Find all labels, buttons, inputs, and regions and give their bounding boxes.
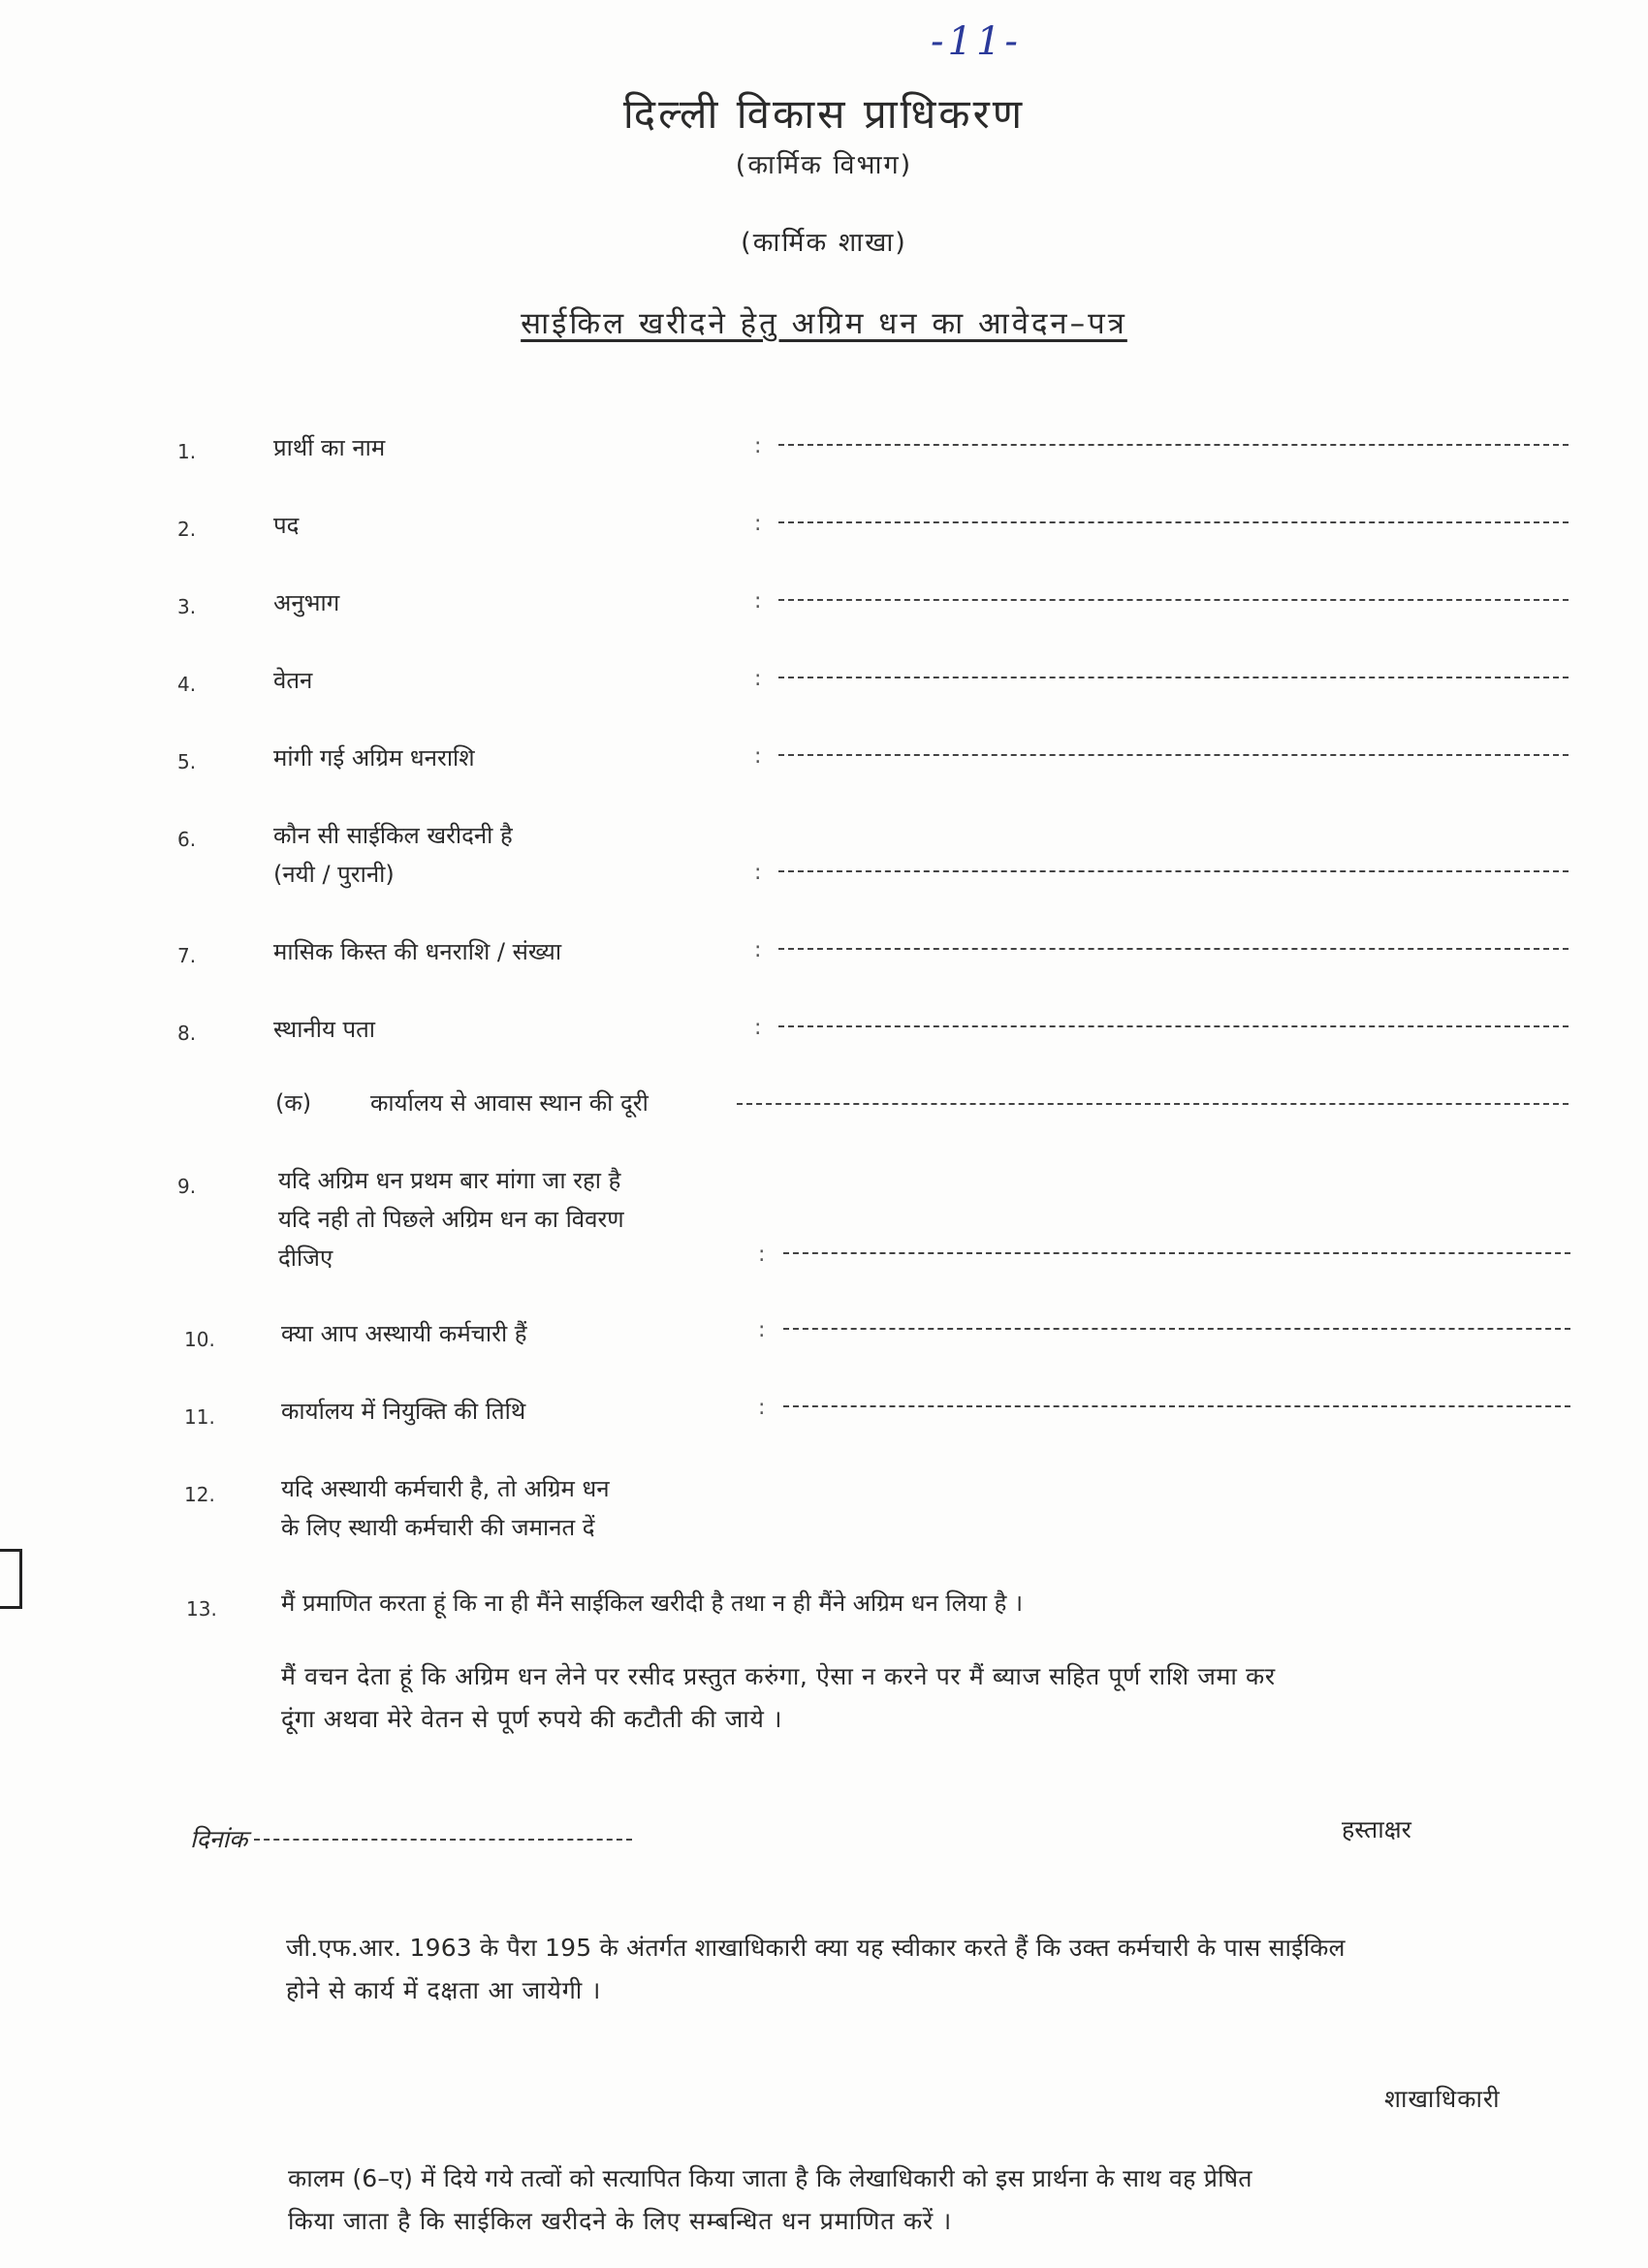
branch-officer-signature: शाखाधिकारी — [1384, 2085, 1501, 2113]
org-title: दिल्ली विकास प्राधिकरण — [622, 90, 1026, 138]
item-label-previous-advance-2: यदि नही तो पिछले अग्रिम धन का विवरण — [278, 1206, 624, 1233]
item-number: 3. — [177, 595, 197, 618]
form-title: साईकिल खरीदने हेतु अग्रिम धन का आवेदन–पत्र — [521, 306, 1127, 341]
item-number: 5. — [177, 750, 197, 773]
item-colon: : — [758, 1396, 766, 1420]
local-address-field[interactable] — [778, 1025, 1569, 1027]
item-colon: : — [754, 589, 762, 614]
item-number: 9. — [177, 1175, 197, 1198]
post-field[interactable] — [778, 521, 1569, 523]
item-label-salary: वेतन — [273, 667, 313, 694]
item-colon: : — [754, 512, 762, 536]
branch-name: (कार्मिक शाखा) — [741, 228, 907, 258]
item-label-previous-advance-3: दीजिए — [278, 1244, 333, 1272]
branch-officer-line-1: जी.एफ.आर. 1963 के पैरा 195 के अंतर्गत शाखाधिकारी क्या यह स्वीकार करते हैं कि उक्त कर्मचारी के पास साईकिल — [286, 1934, 1346, 1962]
item-colon: : — [754, 667, 762, 691]
item-label-temporary-employee: क्या आप अस्थायी कर्मचारी हैं — [281, 1320, 527, 1347]
department-name: (कार्मिक विभाग) — [735, 150, 913, 180]
item-number: 7. — [177, 944, 197, 967]
item-number: 11. — [184, 1405, 215, 1429]
office-distance-field[interactable] — [737, 1103, 1569, 1105]
item-label-section: अनुभाग — [273, 589, 340, 616]
verification-line-2: किया जाता है कि साईकिल खरीदने के लिए सम्बन्धित धन प्रमाणित करें । — [288, 2207, 953, 2235]
pledge-line-1: मैं वचन देता हूं कि अग्रिम धन लेने पर रसीद प्रस्तुत करुंगा, ऐसा न करने पर मैं ब्याज सहित पूर्ण राशि जमा कर — [281, 1662, 1276, 1690]
applicant-name-field[interactable] — [778, 444, 1569, 446]
signature-label: हस्ताक्षर — [1342, 1815, 1411, 1843]
item-colon: : — [754, 744, 762, 769]
section-field[interactable] — [778, 599, 1569, 601]
branch-officer-line-2: होने से कार्य में दक्षता आ जायेगी । — [286, 1976, 602, 2004]
sub-item-marker: (क) — [275, 1089, 312, 1117]
item-label-post: पद — [273, 512, 300, 539]
item-label-local-address: स्थानीय पता — [273, 1016, 376, 1043]
item-label-guarantee-1: यदि अस्थायी कर्मचारी है, तो अग्रिम धन — [281, 1475, 610, 1502]
item-number: 10. — [184, 1328, 215, 1351]
advance-amount-field[interactable] — [778, 754, 1569, 756]
item-label-applicant-name: प्रार्थी का नाम — [273, 434, 386, 461]
item-number: 12. — [184, 1483, 215, 1506]
pledge-line-2: दूंगा अथवा मेरे वेतन से पूर्ण रुपये की कटौती की जाये । — [281, 1705, 783, 1733]
item-label-cycle-type-sub: (नयी / पुरानी) — [273, 861, 395, 888]
salary-field[interactable] — [778, 677, 1569, 678]
previous-advance-field[interactable] — [783, 1252, 1570, 1254]
item-label-cycle-type: कौन सी साईकिल खरीदनी है — [273, 822, 513, 849]
item-number: 8. — [177, 1022, 197, 1045]
item-number: 13. — [186, 1597, 217, 1621]
item-colon: : — [754, 434, 762, 458]
item-label-guarantee-2: के लिए स्थायी कर्मचारी की जमानत दें — [281, 1514, 595, 1541]
item-number: 2. — [177, 518, 197, 541]
item-colon: : — [754, 861, 762, 885]
date-field[interactable] — [254, 1839, 632, 1841]
cycle-type-field[interactable] — [778, 870, 1569, 872]
item-colon: : — [754, 938, 762, 962]
binding-mark — [0, 1549, 22, 1609]
item-label-monthly-installment: मासिक किस्त की धनराशि / संख्या — [273, 938, 562, 965]
verification-line-1: कालम (6–ए) में दिये गये तत्वों को सत्यापित किया जाता है कि लेखाधिकारी को इस प्रार्थना के साथ वह प्रेषित — [288, 2164, 1252, 2192]
monthly-installment-field[interactable] — [778, 948, 1569, 950]
item-colon: : — [754, 1016, 762, 1040]
date-label: दिनांक — [190, 1825, 248, 1853]
item-number: 6. — [177, 828, 197, 851]
item-number: 4. — [177, 673, 197, 696]
item-number: 1. — [177, 440, 197, 463]
temporary-employee-field[interactable] — [783, 1328, 1570, 1330]
item-label-appointment-date: कार्यालय में नियुक्ति की तिथि — [281, 1398, 526, 1425]
item-colon: : — [758, 1243, 766, 1267]
appointment-date-field[interactable] — [783, 1405, 1570, 1407]
item-label-office-distance: कार्यालय से आवास स्थान की दूरी — [370, 1089, 649, 1117]
page-number-mark: -11- — [931, 19, 1022, 64]
item-label-advance-amount: मांगी गई अग्रिम धनराशि — [273, 744, 475, 772]
certification-statement: मैं प्रमाणित करता हूं कि ना ही मैंने साईकिल खरीदी है तथा न ही मैंने अग्रिम धन लिया है । — [281, 1590, 1024, 1617]
item-colon: : — [758, 1318, 766, 1342]
item-label-previous-advance-1: यदि अग्रिम धन प्रथम बार मांगा जा रहा है — [278, 1167, 621, 1194]
